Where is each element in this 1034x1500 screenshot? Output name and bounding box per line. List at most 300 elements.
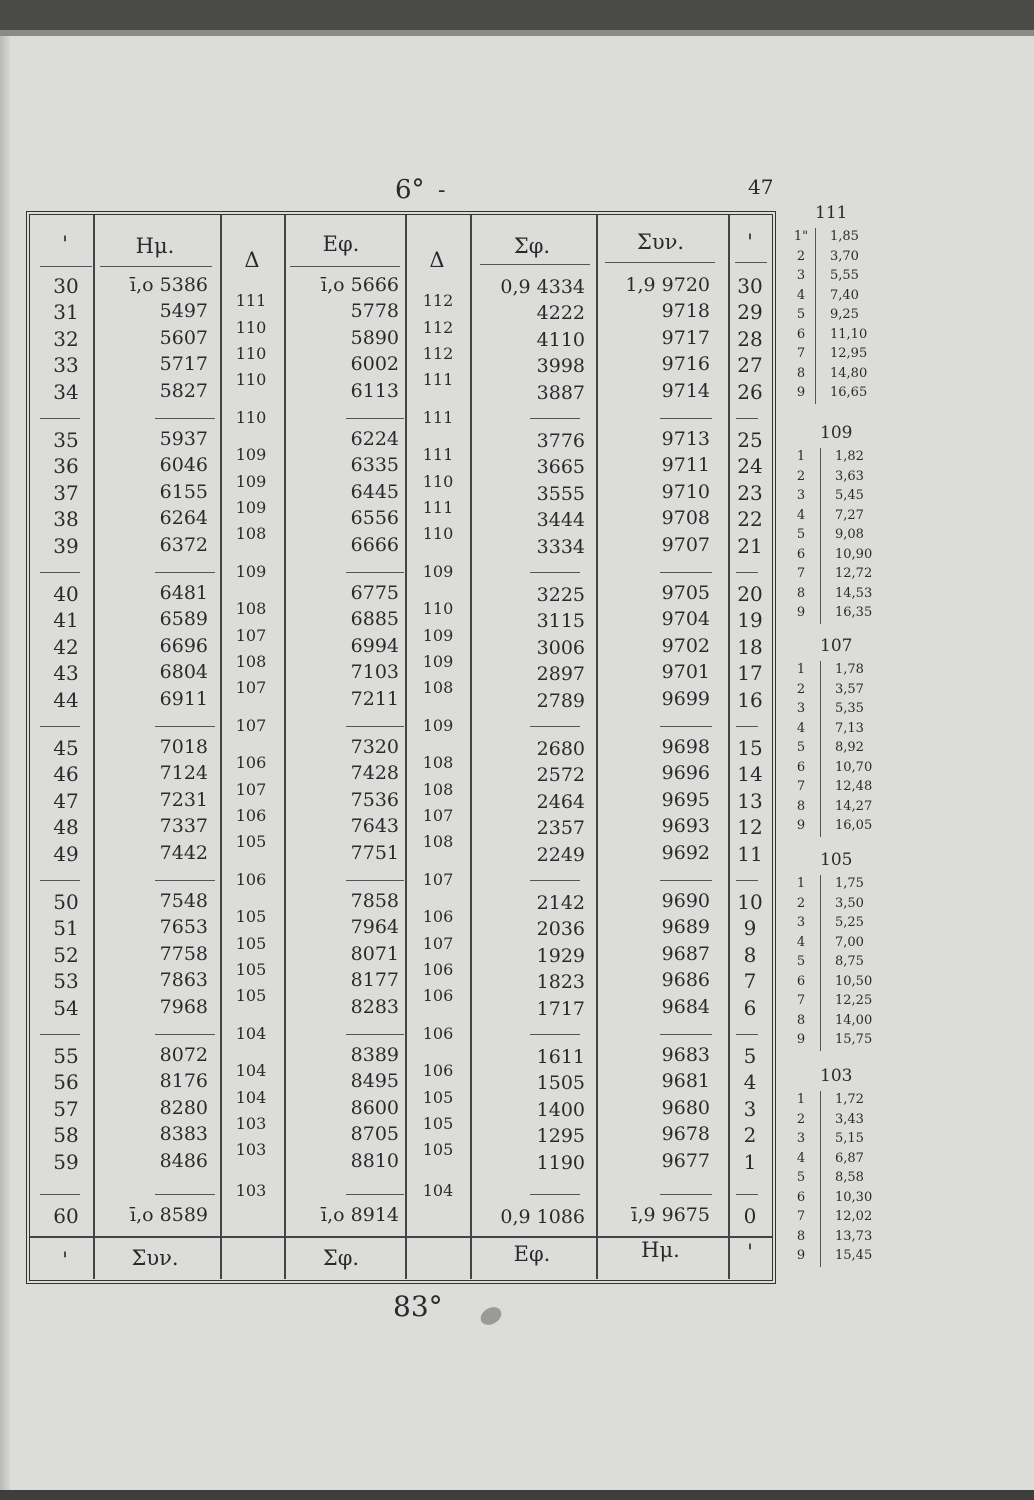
side-table-value: 7,40 [830,287,859,303]
cell-syn: 9677 [661,1149,710,1172]
cell-hm: 7231 [159,788,208,811]
column-divider [405,215,407,1279]
column-divider [284,215,286,1279]
side-table-digit: 5 [796,527,806,542]
side-table-value: 16,35 [835,605,873,620]
row-minute-right: 14 [737,762,763,787]
row-minute: 32 [53,326,79,351]
row-minute: 39 [53,533,79,558]
side-table-value: 12,02 [835,1209,873,1224]
cell-sf: 4110 [536,328,585,351]
cell-hm: 6911 [159,687,208,710]
header-underline [605,262,715,263]
delta-hm: 107 [235,678,267,698]
group-separator [736,726,758,727]
group-separator [40,726,80,727]
row-minute: 56 [53,1070,79,1095]
side-table-digit: 1 [796,1092,806,1107]
side-table-value: 12,72 [835,566,873,581]
column-divider [220,215,222,1279]
cell-sf: 1400 [536,1098,585,1121]
group-separator [530,1194,580,1195]
cell-hm: 5937 [159,428,208,450]
group-separator [660,418,712,419]
row-minute-right: 11 [737,841,763,866]
cell-hm: 6696 [159,634,208,657]
row-minute-right: 18 [737,634,763,659]
group-separator [736,1194,758,1195]
row-minute: 30 [53,274,79,298]
cell-hm: 5607 [159,326,208,349]
cell-hm: 7018 [159,736,208,758]
row-minute-right: 1 [743,1149,757,1174]
group-separator [40,1034,80,1035]
col-header-hm: Ημ. [135,234,175,258]
cell-ef: 8810 [350,1149,399,1172]
side-table-header: 111 [815,203,848,223]
row-minute: 60 [53,1204,79,1228]
cell-syn: 9693 [661,815,710,838]
delta-hm: 106 [235,753,267,773]
side-table-header: 109 [820,423,853,443]
cell-ef: 8283 [350,995,399,1018]
row-minute-right: 16 [737,687,763,712]
cell-ef: 8495 [350,1070,399,1093]
cell-sf: 3665 [536,456,585,479]
header-underline [100,266,212,267]
cell-ef: 6113 [350,379,399,402]
cell-ef: 8071 [350,942,399,965]
cell-syn: 9705 [661,582,710,604]
row-minute: 48 [53,815,79,840]
row-minute-right: 29 [737,300,763,325]
delta-hm: 103 [235,1114,267,1133]
cell-sf: 2789 [536,689,585,712]
row-minute: 52 [53,942,79,967]
cell-hm: 6046 [159,454,208,477]
side-table-digit: 8 [796,1228,806,1244]
side-table-value: 8,92 [835,740,864,755]
delta-ef: 105 [422,1114,454,1133]
side-table-value: 6,87 [835,1150,864,1166]
cell-sf: 1295 [536,1125,585,1148]
delta-ef: 110 [422,471,454,491]
row-minute: 53 [53,969,79,994]
cell-ef: 8705 [350,1123,399,1146]
side-table-header: 103 [820,1066,853,1086]
side-table-digit: 4 [796,507,806,523]
cell-syn: 9704 [661,608,710,631]
header-underline [290,266,400,267]
row-minute: 40 [53,582,79,606]
cell-sf: 2249 [536,843,585,866]
side-table-value: 14,27 [835,798,873,814]
row-minute-right: 15 [737,736,763,760]
delta-hm: 109 [235,561,267,581]
group-separator [40,1194,80,1195]
cell-syn: 9708 [661,507,710,530]
side-table-digit: 1 [796,876,806,891]
delta-ef: 111 [422,498,454,517]
cell-syn: 9718 [661,300,710,323]
cell-ef: 6556 [350,507,399,530]
row-minute: 31 [53,300,79,325]
cell-syn: 9681 [661,1070,710,1093]
group-separator [736,418,758,419]
side-table-digit: 4 [796,934,806,950]
cell-hm: 5827 [159,379,208,402]
cell-hm: 7548 [159,890,208,912]
cell-ef: 6994 [350,634,399,657]
group-separator [40,572,80,573]
cell-syn: 9696 [661,762,710,785]
cell-ef: 8600 [350,1096,399,1119]
side-table-digit: 2 [796,681,806,697]
row-minute-right: 6 [743,995,757,1020]
delta-ef: 110 [422,599,454,619]
cell-ef: ī,o 8914 [321,1204,399,1226]
delta-hm: 105 [235,960,267,979]
cell-sf: 2357 [536,817,585,840]
row-minute: 38 [53,507,79,532]
side-table-digit: 8 [796,365,806,381]
delta-hm: 105 [235,933,267,953]
delta-ef: 111 [422,445,454,465]
cell-sf: 1190 [536,1151,585,1174]
row-minute: 50 [53,890,79,914]
cell-syn: 9702 [661,634,710,657]
delta-ef: 106 [422,986,454,1006]
group-separator [155,1194,215,1195]
delta-ef: 109 [422,625,454,645]
side-table-value: 3,63 [835,468,864,484]
side-table-value: 15,45 [835,1248,873,1263]
delta-ef: 108 [422,678,454,698]
cell-hm: 6804 [159,661,208,684]
side-table-header: 105 [820,850,853,870]
delta-hm: 105 [235,907,267,927]
side-table-divider [820,448,821,624]
row-minute-right: 24 [737,454,763,479]
delta-hm: 110 [235,317,267,337]
side-table-digit: 7 [796,346,806,361]
row-minute-right: 9 [743,916,757,941]
cell-hm: 7653 [159,916,208,939]
side-table-digit: 1 [796,449,806,464]
row-minute: 41 [53,608,79,633]
row-minute-right: 2 [743,1123,757,1148]
cell-sf: 2464 [536,790,585,813]
row-minute-right: 23 [737,480,763,505]
row-minute: 51 [53,916,79,941]
cell-syn: 9714 [661,379,710,402]
delta-hm: 109 [235,498,267,517]
group-separator [155,1034,215,1035]
column-divider [93,215,95,1279]
side-table-value: 12,48 [835,779,873,794]
cell-sf: 1823 [536,971,585,994]
cell-ef: 8177 [350,969,399,992]
side-table-digit: 3 [796,488,806,503]
row-minute: 35 [53,428,79,452]
cell-hm: 8383 [159,1123,208,1146]
cell-sf: 2142 [536,892,585,914]
delta-hm: 108 [235,524,267,544]
cell-hm: 8280 [159,1096,208,1119]
page-number: 47 [748,175,774,199]
delta-hm: 103 [235,1180,267,1200]
delta-hm: 111 [235,291,267,311]
cell-hm: 6264 [159,507,208,530]
cell-hm: 7124 [159,762,208,785]
side-table-digit: 3 [796,915,806,930]
delta-ef: 106 [422,907,454,927]
group-separator [155,880,215,881]
cell-ef: 6335 [350,454,399,477]
delta-ef: 106 [422,1061,454,1081]
side-table-digit: 1" [793,229,809,244]
cell-ef: 7536 [350,788,399,811]
delta-ef: 109 [422,561,454,581]
side-table-digit: 9 [796,818,806,833]
delta-hm: 107 [235,625,267,645]
side-table-digit: 1 [796,662,806,677]
col-footer-minute: ' [62,1248,68,1272]
side-table-divider [820,1091,821,1267]
row-minute: 54 [53,995,79,1020]
side-table-digit: 7 [796,779,806,794]
cell-hm: 8176 [159,1070,208,1093]
row-minute: 58 [53,1123,79,1148]
delta-hm: 108 [235,599,267,619]
row-minute: 36 [53,454,79,479]
cell-hm: 6372 [159,533,208,556]
delta-hm: 105 [235,986,267,1006]
side-table-header: 107 [820,636,853,656]
delta-ef: 110 [422,524,454,544]
cell-hm: 6589 [159,608,208,631]
row-minute-right: 8 [743,942,757,967]
delta-hm: 104 [235,1023,267,1043]
side-table-digit: 2 [796,895,806,911]
cell-syn: 1,9 9720 [625,274,710,296]
side-table-digit: 9 [796,1248,806,1263]
cell-ef: 7751 [350,841,399,864]
cell-sf: 2572 [536,764,585,787]
cell-syn: 9692 [661,841,710,864]
cell-hm: 6155 [159,480,208,503]
side-table-value: 3,43 [835,1111,864,1127]
delta-ef: 105 [422,1087,454,1107]
cell-syn: 9701 [661,661,710,684]
cell-syn: 9684 [661,995,710,1018]
group-separator [346,1194,404,1195]
group-separator [530,726,580,727]
delta-ef: 111 [422,370,454,390]
side-table-value: 7,27 [835,507,864,523]
side-table-value: 3,50 [835,895,864,911]
ink-smudge [477,1304,504,1329]
side-table-digit: 7 [796,566,806,581]
row-minute-right: 4 [743,1070,757,1095]
side-table-divider [820,875,821,1051]
side-table-value: 3,57 [835,681,864,697]
row-minute-right: 12 [737,815,763,840]
cell-ef: 7103 [350,661,399,684]
delta-hm: 109 [235,471,267,491]
row-minute-right: 20 [737,582,763,606]
cell-sf: 0,9 1086 [500,1206,585,1228]
side-table-value: 13,73 [835,1228,873,1244]
cell-hm: 7968 [159,995,208,1018]
cell-hm: 8072 [159,1044,208,1066]
side-table-value: 7,13 [835,720,864,736]
group-separator [530,880,580,881]
cell-sf: 2680 [536,738,585,760]
cell-sf: 2897 [536,663,585,686]
delta-ef: 107 [422,933,454,953]
col-header-syn: Συν. [636,230,685,254]
group-separator [346,726,404,727]
side-table-digit: 8 [796,585,806,601]
cell-hm: 7337 [159,815,208,838]
delta-ef: 112 [422,291,454,311]
side-table-value: 14,80 [830,365,868,381]
side-table-digit: 6 [796,1189,806,1205]
side-table-value: 10,30 [835,1189,873,1205]
side-table-digit: 5 [796,740,806,755]
cell-sf: 4222 [536,302,585,325]
cell-hm: 7442 [159,841,208,864]
delta-ef: 107 [422,869,454,889]
side-table-digit: 4 [796,287,806,303]
side-table-value: 5,35 [835,701,864,716]
row-minute-right: 28 [737,326,763,351]
row-minute-right: 19 [737,608,763,633]
col-footer-sf: Σφ. [322,1246,360,1270]
row-minute-right: 3 [743,1096,757,1121]
delta-ef: 111 [422,407,454,427]
col-header-delta-2: Δ [429,248,445,272]
cell-ef: 6445 [350,480,399,503]
delta-ef: 108 [422,753,454,773]
row-minute-right: 17 [737,661,763,686]
delta-hm: 105 [235,832,267,852]
delta-hm: 104 [235,1087,267,1107]
cell-ef: 6224 [350,428,399,450]
cell-syn: 9683 [661,1044,710,1066]
row-minute-right: 13 [737,788,763,813]
side-table-divider [820,661,821,837]
row-minute: 55 [53,1044,79,1068]
col-footer-minute-right: ' [747,1240,753,1264]
side-table-value: 9,25 [830,307,859,322]
delta-hm: 107 [235,715,267,735]
cell-sf: 3998 [536,355,585,378]
col-footer-ef: Εφ. [513,1242,551,1266]
side-table-digit: 7 [796,993,806,1008]
side-table-digit: 2 [796,1111,806,1127]
side-table-digit: 5 [796,1170,806,1185]
group-separator [346,418,404,419]
side-table-value: 5,55 [830,268,859,283]
side-table-value: 1,82 [835,449,864,464]
row-minute: 59 [53,1149,79,1174]
cell-syn: 9680 [661,1096,710,1119]
side-table-digit: 6 [796,973,806,989]
row-minute: 44 [53,687,79,712]
cell-ef: 5890 [350,326,399,349]
cell-syn: 9699 [661,687,710,710]
row-minute-right: 25 [737,428,763,452]
row-minute-right: 30 [737,274,763,298]
delta-ef: 108 [422,779,454,799]
delta-hm: 110 [235,344,267,363]
cell-syn: 9711 [661,454,710,477]
side-table-digit: 8 [796,798,806,814]
cell-ef: 7964 [350,916,399,939]
cell-hm: ī,o 8589 [130,1204,208,1226]
group-separator [40,880,80,881]
side-table-value: 5,25 [835,915,864,930]
group-separator [660,572,712,573]
row-minute: 34 [53,379,79,404]
side-table-digit: 2 [796,468,806,484]
group-separator [530,1034,580,1035]
group-separator [660,880,712,881]
side-table-divider [815,228,816,404]
side-table-digit: 3 [796,268,806,283]
cell-ef: 5778 [350,300,399,323]
side-table-value: 16,65 [830,385,868,400]
delta-hm: 109 [235,445,267,465]
delta-hm: 104 [235,1061,267,1081]
col-footer-hm: Ημ. [641,1238,680,1262]
side-table-value: 11,10 [830,326,868,342]
side-table-value: 5,45 [835,488,864,503]
page-footer-degree: 83° [393,1290,443,1323]
side-table-value: 1,85 [830,229,859,244]
side-table-digit: 5 [796,307,806,322]
cell-hm: 8486 [159,1149,208,1172]
cell-syn: 9713 [661,428,710,450]
delta-ef: 107 [422,806,454,825]
row-minute-right: 21 [737,533,763,558]
side-table-value: 15,75 [835,1032,873,1047]
cell-syn: ī,9 9675 [631,1204,710,1226]
cell-sf: 1611 [536,1046,585,1068]
group-separator [736,880,758,881]
row-minute: 47 [53,788,79,813]
col-header-minute-right: ' [747,230,753,254]
group-separator [346,1034,404,1035]
side-table-value: 1,72 [835,1092,864,1107]
side-table-value: 9,08 [835,527,864,542]
delta-ef: 109 [422,715,454,735]
delta-ef: 109 [422,652,454,671]
row-minute: 46 [53,762,79,787]
cell-ef: 6002 [350,353,399,376]
cell-ef: ī,o 5666 [321,274,399,296]
side-table-value: 3,70 [830,248,859,264]
group-separator [660,1034,712,1035]
side-table-value: 10,70 [835,759,873,775]
row-minute-right: 27 [737,353,763,378]
delta-hm: 103 [235,1140,267,1160]
cell-ef: 7428 [350,762,399,785]
cell-hm: 5497 [159,300,208,323]
side-table-digit: 3 [796,1131,806,1146]
